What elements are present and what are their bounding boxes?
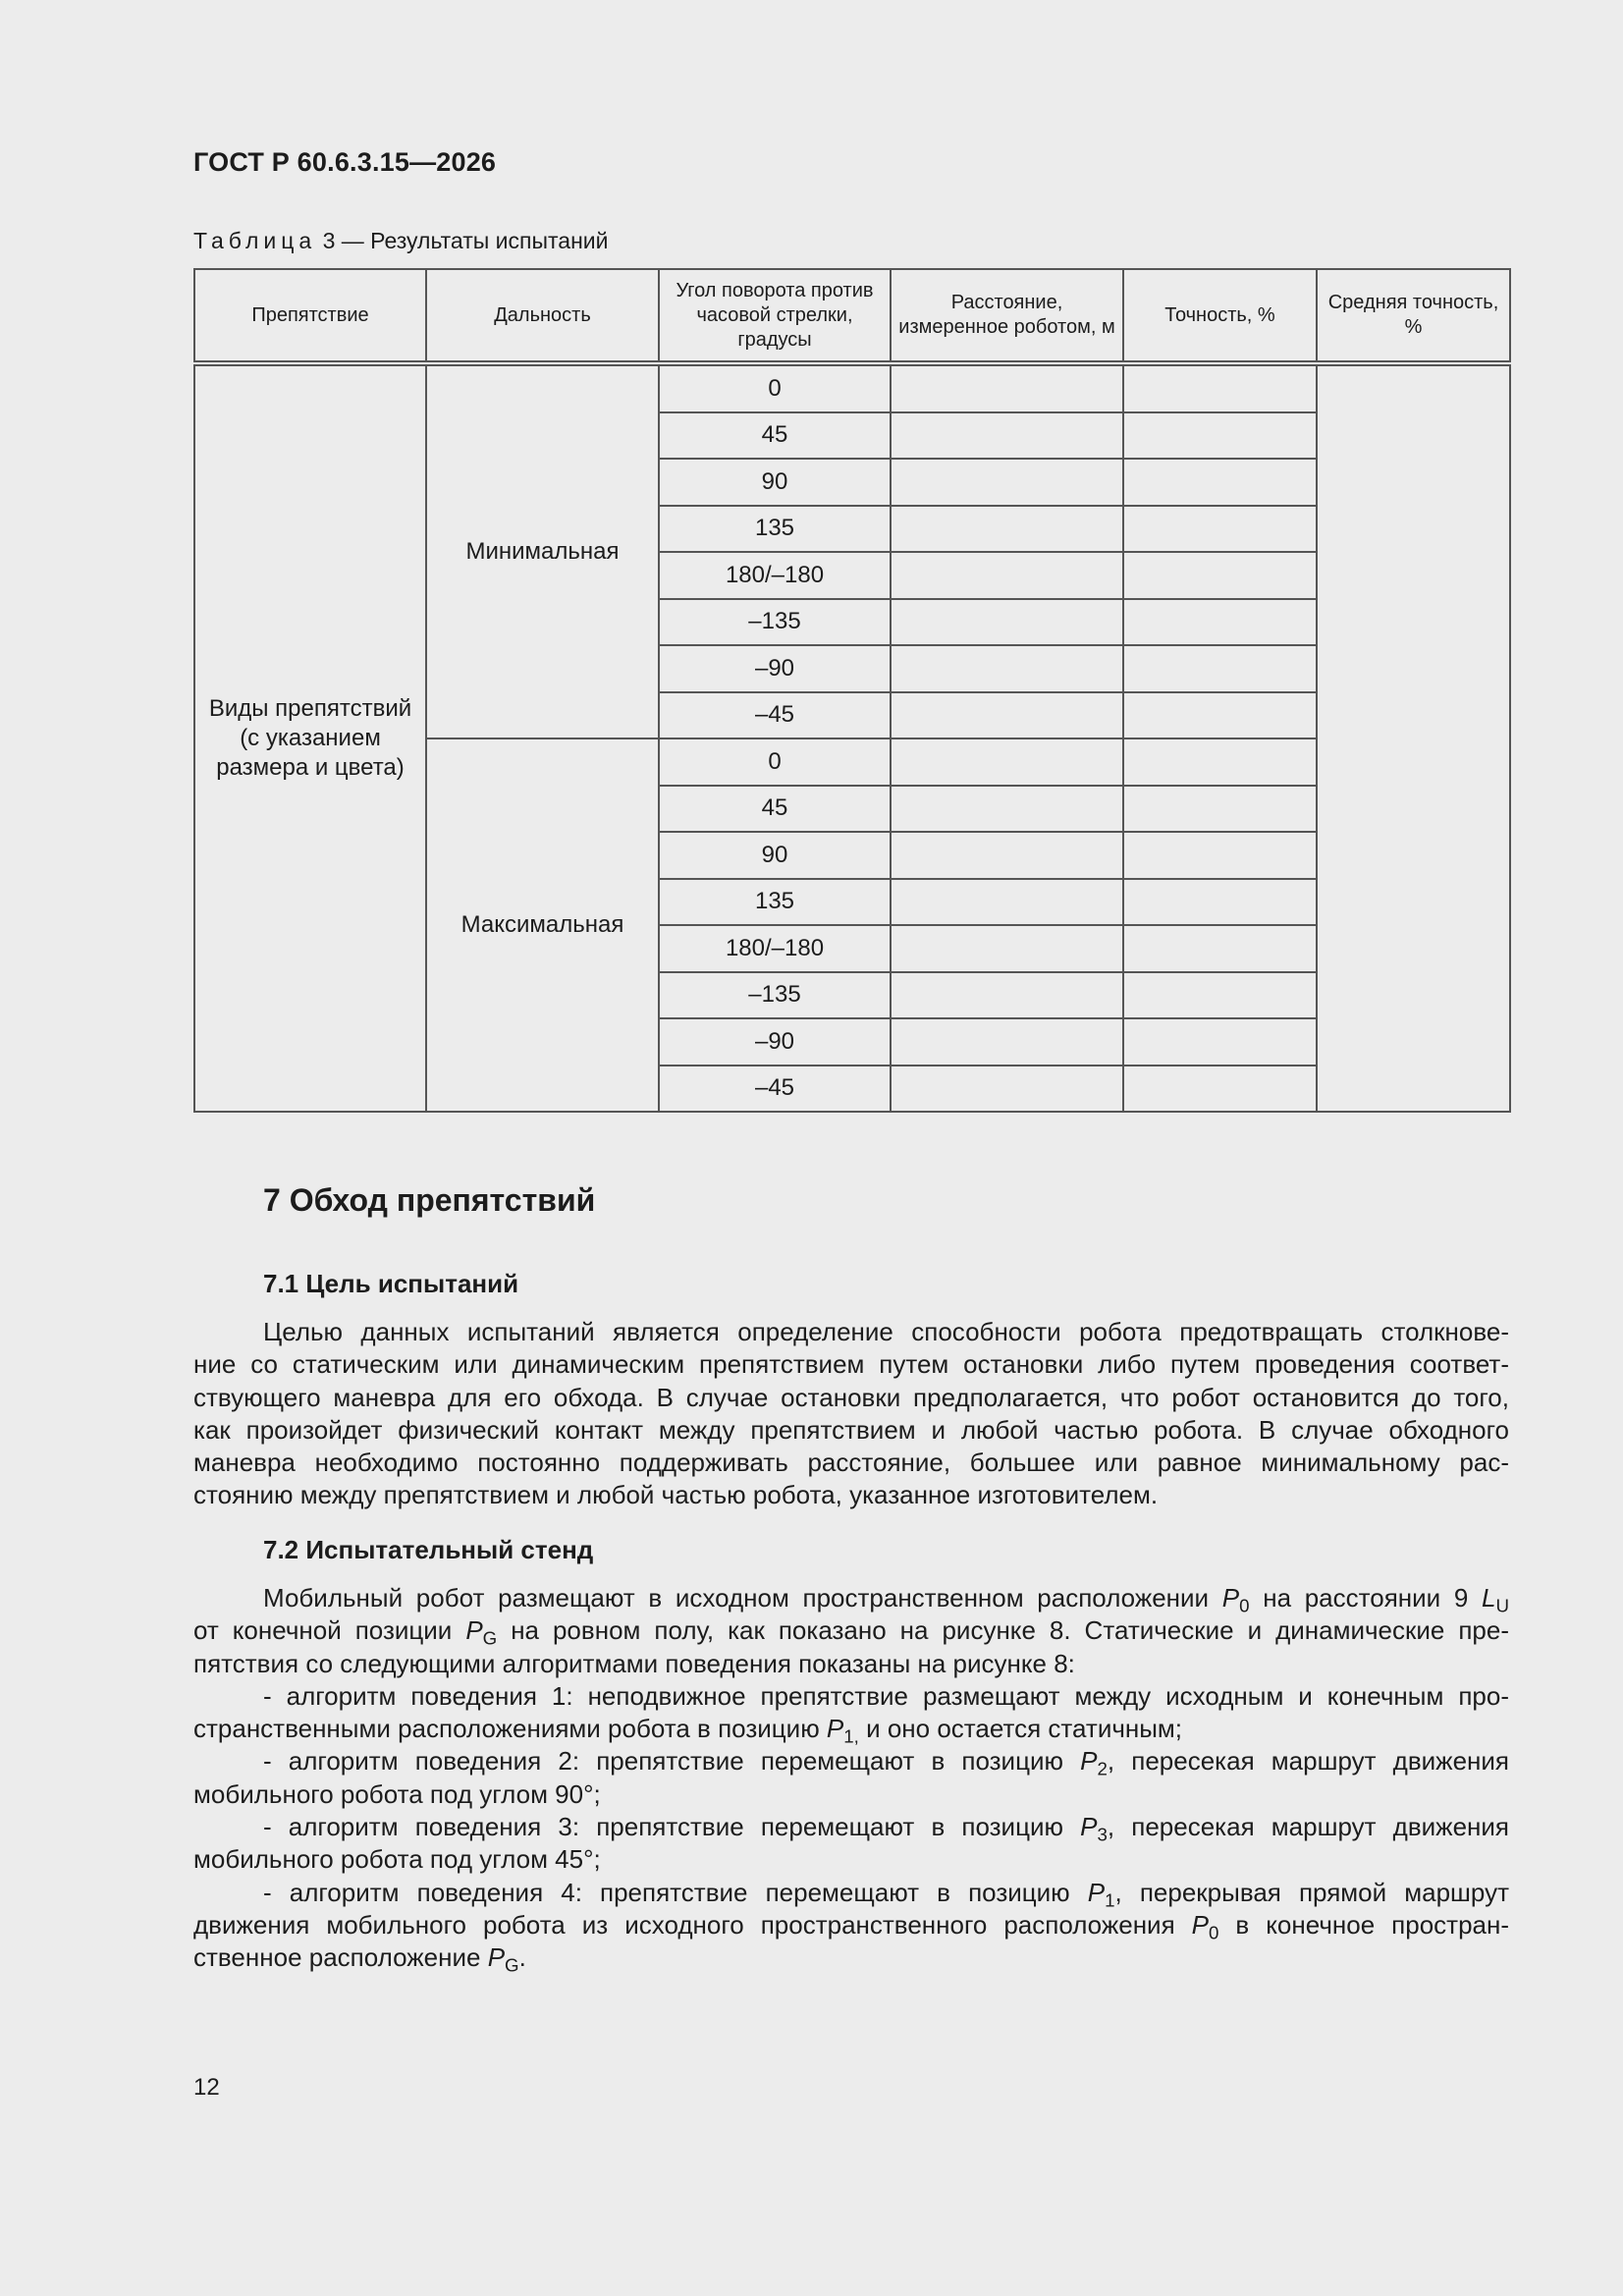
- results-table: [193, 268, 1511, 1113]
- col-header-distance: Расстояние, измеренное роботом, м: [891, 269, 1123, 363]
- symbol-p: P: [1080, 1812, 1098, 1842]
- angle-cell: 45: [659, 412, 891, 460]
- subsection-title-7-2: 7.2 Испытательный стенд: [263, 1535, 594, 1564]
- accuracy-cell: [1123, 506, 1317, 553]
- text-run: движения мобильного робота из исходного пространственного расположения: [193, 1909, 1192, 1940]
- distance-cell: [891, 412, 1123, 460]
- text-run: - алгоритм поведения 2: препятствие перемещают в позицию: [263, 1746, 1081, 1777]
- accuracy-cell: [1123, 879, 1317, 926]
- text-run: от конечной позиции: [193, 1615, 466, 1646]
- symbol-p: P: [487, 1942, 506, 1973]
- accuracy-cell: [1123, 925, 1317, 972]
- paragraph-7-1: [193, 1316, 1509, 1512]
- text-run: странственными расположениями робота в позицию: [193, 1714, 827, 1744]
- text-run: Мобильный робот размещают в исходном пространственном расположении: [263, 1583, 1222, 1613]
- accuracy-cell: [1123, 1018, 1317, 1066]
- angle-cell: –90: [659, 1018, 891, 1066]
- text-run: - алгоритм поведения 4: препятствие перемещают в позицию: [263, 1877, 1088, 1907]
- subscript: 0: [1209, 1922, 1219, 1943]
- angle-cell: –45: [659, 692, 891, 739]
- accuracy-cell: [1123, 738, 1317, 786]
- text-run: , пересекая маршрут движения: [1107, 1812, 1509, 1842]
- table-caption-title: 3 — Результаты испытаний: [316, 228, 609, 253]
- text-line: - алгоритм поведения 1: неподвижное препятствие размещают между исходным и конечным про-: [263, 1680, 1509, 1711]
- subscript: 1: [1105, 1889, 1115, 1911]
- table-header-row: [194, 269, 1510, 363]
- symbol-p: P: [1080, 1746, 1098, 1777]
- text-line: [193, 1877, 1509, 1909]
- distance-cell: [891, 692, 1123, 739]
- text-line: [193, 1582, 1509, 1614]
- accuracy-cell: [1123, 552, 1317, 599]
- text-line: стоянию между препятствием и любой частью робота, указанное изготовителем.: [193, 1480, 1159, 1510]
- angle-cell: 135: [659, 879, 891, 926]
- symbol-l: L: [1482, 1583, 1496, 1613]
- angle-cell: 0: [659, 363, 891, 412]
- accuracy-cell: [1123, 786, 1317, 833]
- text-run: на расстоянии 9: [1249, 1583, 1483, 1613]
- text-line: [193, 1811, 1509, 1843]
- col-header-angle: Угол поворота против часовой стрелки, градусы: [659, 269, 891, 363]
- text-line: [193, 1909, 1509, 1941]
- distance-cell: [891, 363, 1123, 412]
- text-line: Целью данных испытаний является определение способности робота предотвращать столкнове-: [263, 1317, 1509, 1346]
- subscript: 2: [1097, 1759, 1108, 1780]
- accuracy-cell: [1123, 692, 1317, 739]
- table-caption-prefix: Таблица: [193, 228, 317, 253]
- text-run: , перекрывая прямой маршрут: [1114, 1877, 1509, 1907]
- angle-cell: 45: [659, 786, 891, 833]
- distance-cell: [891, 738, 1123, 786]
- text-line: как произойдет физический контакт между препятствием и любой частью робота. В случае обходного: [193, 1414, 1509, 1445]
- accuracy-cell: [1123, 1066, 1317, 1113]
- text-line: [193, 1713, 1509, 1745]
- accuracy-cell: [1123, 832, 1317, 879]
- angle-cell: 135: [659, 506, 891, 553]
- col-header-range: Дальность: [426, 269, 659, 363]
- table-caption: [193, 228, 608, 254]
- distance-cell: [891, 972, 1123, 1019]
- distance-cell: [891, 1018, 1123, 1066]
- angle-cell: 90: [659, 459, 891, 506]
- range-cell-min: Минимальная: [426, 363, 659, 738]
- angle-cell: 0: [659, 738, 891, 786]
- subscript: 0: [1239, 1595, 1250, 1616]
- text-line: мобильного робота под углом 90°;: [193, 1778, 601, 1809]
- distance-cell: [891, 879, 1123, 926]
- range-cell-max: Максимальная: [426, 738, 659, 1112]
- angle-cell: –135: [659, 972, 891, 1019]
- text-line: мобильного робота под углом 45°;: [193, 1844, 601, 1875]
- text-line: [193, 1941, 1509, 1974]
- col-header-avg-accuracy: Средняя точность, %: [1317, 269, 1510, 363]
- col-header-obstacle: Препятствие: [194, 269, 426, 363]
- symbol-p: P: [1191, 1909, 1210, 1940]
- text-line: пятствия со следующими алгоритмами поведения показаны на рисунке 8:: [193, 1648, 1075, 1678]
- angle-cell: –45: [659, 1066, 891, 1113]
- distance-cell: [891, 645, 1123, 692]
- text-line: ствующего маневра для его обхода. В случае остановки предполагается, что робот остановится до того,: [193, 1382, 1509, 1412]
- symbol-p: P: [465, 1615, 483, 1646]
- text-run: и оно остается статичным;: [858, 1714, 1183, 1744]
- distance-cell: [891, 1066, 1123, 1113]
- subscript: 1,: [843, 1725, 859, 1747]
- paragraph-7-2: [193, 1582, 1509, 1975]
- text-line: [193, 1614, 1509, 1647]
- distance-cell: [891, 925, 1123, 972]
- symbol-p: P: [1221, 1583, 1240, 1613]
- avg-accuracy-cell: [1317, 363, 1510, 1112]
- text-run: .: [518, 1942, 526, 1973]
- text-line: маневра необходимо постоянно поддерживать расстояние, большее или равное минимальному рас-: [193, 1448, 1509, 1478]
- accuracy-cell: [1123, 599, 1317, 646]
- text-run: , пересекая маршрут движения: [1107, 1746, 1509, 1777]
- text-run: - алгоритм поведения 3: препятствие перемещают в позицию: [263, 1812, 1081, 1842]
- distance-cell: [891, 506, 1123, 553]
- distance-cell: [891, 832, 1123, 879]
- text-run: на ровном полу, как показано на рисунке 8. Статические и динамические пре-: [497, 1615, 1509, 1646]
- distance-cell: [891, 599, 1123, 646]
- distance-cell: [891, 786, 1123, 833]
- col-header-accuracy: Точность, %: [1123, 269, 1317, 363]
- page-number: 12: [193, 2074, 220, 2101]
- subscript: U: [1495, 1595, 1510, 1616]
- document-header: ГОСТ Р 60.6.3.15—2026: [193, 147, 497, 177]
- subsection-title-7-1: 7.1 Цель испытаний: [263, 1269, 519, 1298]
- subscript: 3: [1097, 1824, 1108, 1845]
- angle-cell: 180/–180: [659, 925, 891, 972]
- distance-cell: [891, 552, 1123, 599]
- accuracy-cell: [1123, 363, 1317, 412]
- text-run: в конечное простран-: [1218, 1909, 1509, 1940]
- obstacle-cell: Виды препятствий (с указанием размера и цвета): [194, 363, 426, 1112]
- table-row: [194, 363, 1510, 412]
- symbol-p: P: [1087, 1877, 1106, 1907]
- text-run: ственное расположение: [193, 1942, 488, 1973]
- angle-cell: 90: [659, 832, 891, 879]
- angle-cell: –90: [659, 645, 891, 692]
- accuracy-cell: [1123, 972, 1317, 1019]
- accuracy-cell: [1123, 645, 1317, 692]
- accuracy-cell: [1123, 412, 1317, 460]
- subscript: G: [482, 1627, 498, 1649]
- distance-cell: [891, 459, 1123, 506]
- subscript: G: [505, 1954, 519, 1976]
- section-title: 7 Обход препятствий: [263, 1182, 596, 1218]
- angle-cell: 180/–180: [659, 552, 891, 599]
- text-line: [193, 1745, 1509, 1780]
- accuracy-cell: [1123, 459, 1317, 506]
- angle-cell: –135: [659, 599, 891, 646]
- text-line: ние со статическим или динамическим препятствием путем остановки либо путем проведения соответ-: [193, 1349, 1509, 1380]
- symbol-p: P: [826, 1714, 844, 1744]
